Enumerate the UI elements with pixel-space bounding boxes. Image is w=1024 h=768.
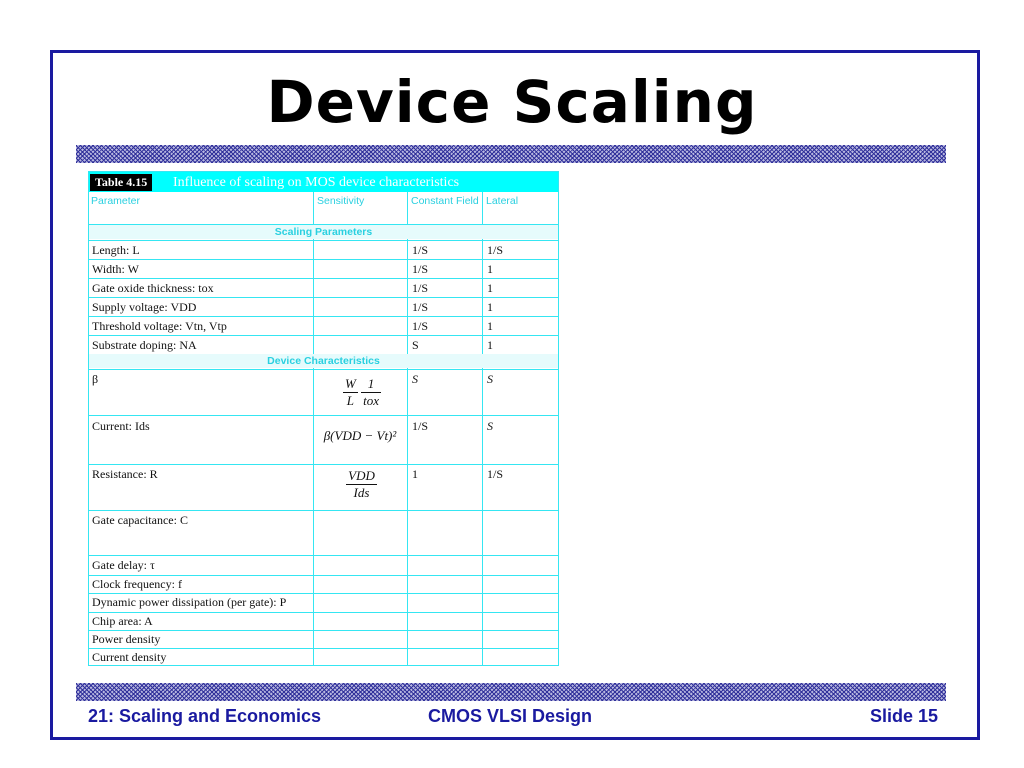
- table-row-param: Length: L: [92, 243, 140, 257]
- table-row-param: Clock frequency: f: [92, 577, 182, 591]
- col-divider: [482, 192, 483, 666]
- table-row-lat: 1/S: [487, 467, 504, 481]
- row-divider: [89, 555, 558, 556]
- table-row-param: Resistance: R: [92, 467, 158, 481]
- col-divider: [407, 192, 408, 666]
- table-row-cf: S: [412, 372, 418, 386]
- footer-course: 21: Scaling and Economics: [88, 706, 322, 726]
- row-divider: [89, 224, 558, 225]
- table-row-lat: 1/S: [487, 243, 504, 257]
- table-number: Table 4.15: [90, 174, 152, 191]
- table-row-param: Gate capacitance: C: [92, 513, 188, 527]
- table-caption-bar: [89, 172, 558, 192]
- table-row-cf: 1/S: [412, 262, 429, 276]
- table-row-param: Substrate doping: NA: [92, 338, 197, 352]
- table-row-param: Supply voltage: VDD: [92, 300, 197, 314]
- table-row-cf: 1/S: [412, 281, 429, 295]
- table-row-lat: S: [487, 372, 493, 386]
- footer-slide-number: Slide 15: [869, 706, 938, 726]
- table-row-lat: 1: [487, 262, 493, 276]
- table-row-param: Power density: [92, 632, 161, 646]
- beta-formula: $\frac{W}{L}$ $\frac{1}{\text{tox}}$: [345, 376, 379, 408]
- table-row-param: Current: Ids: [92, 419, 150, 433]
- table-row-cf: 1/S: [412, 243, 429, 257]
- table-row-lat: 1: [487, 300, 493, 314]
- bottom-pattern-band: [76, 683, 946, 701]
- scaling-table: [88, 171, 559, 666]
- table-row-param: β: [92, 372, 99, 386]
- section-device-characteristics: Device Characteristics: [89, 354, 558, 368]
- top-pattern-band: [76, 145, 946, 163]
- table-row-cf: 1: [412, 467, 418, 481]
- row-divider: [89, 464, 558, 465]
- slide-title: Device Scaling: [266, 68, 758, 136]
- row-divider: [89, 369, 558, 370]
- table-row-cf: 1/S: [412, 300, 429, 314]
- table-row-param: Gate oxide thickness: tox: [92, 281, 214, 295]
- table-row-param: Chip area: A: [92, 614, 153, 628]
- table-row-param: Threshold voltage: Vtn, Vtp: [92, 319, 227, 333]
- header-constant-field: Constant Field: [409, 192, 481, 224]
- table-row-param: Gate delay: τ: [92, 558, 155, 572]
- row-divider: [89, 316, 558, 317]
- table-row-param: Current density: [92, 650, 167, 664]
- section-scaling-parameters: Scaling Parameters: [89, 225, 558, 239]
- table-row-cf: 1/S: [412, 419, 429, 433]
- row-divider: [89, 278, 558, 279]
- table-row-param: Width: W: [92, 262, 139, 276]
- row-divider: [89, 297, 558, 298]
- table-row-lat: 1: [487, 319, 493, 333]
- row-divider: [89, 415, 558, 416]
- row-divider: [89, 335, 558, 336]
- table-row-cf: 1/S: [412, 319, 429, 333]
- resistance-formula: $\frac{\text{VDD}}{\text{Ids}}$: [348, 468, 375, 500]
- header-lateral: Lateral: [484, 192, 558, 224]
- table-row-lat: 1: [487, 338, 493, 352]
- row-divider: [89, 240, 558, 241]
- row-divider: [89, 510, 558, 511]
- table-row-param: Dynamic power dissipation (per gate): P: [92, 595, 287, 609]
- row-divider: [89, 259, 558, 260]
- col-divider: [313, 192, 314, 666]
- header-sensitivity: Sensitivity: [315, 192, 407, 224]
- table-row-lat: 1: [487, 281, 493, 295]
- table-row-lat: S: [487, 419, 493, 433]
- table-caption: Influence of scaling on MOS device characteristics: [173, 175, 460, 190]
- row-divider: [89, 612, 558, 613]
- table-row-cf: S: [412, 338, 419, 352]
- current-formula: β(VDD − Vt)²: [323, 428, 397, 443]
- header-parameter: Parameter: [89, 192, 313, 224]
- footer-title: CMOS VLSI Design: [428, 706, 593, 726]
